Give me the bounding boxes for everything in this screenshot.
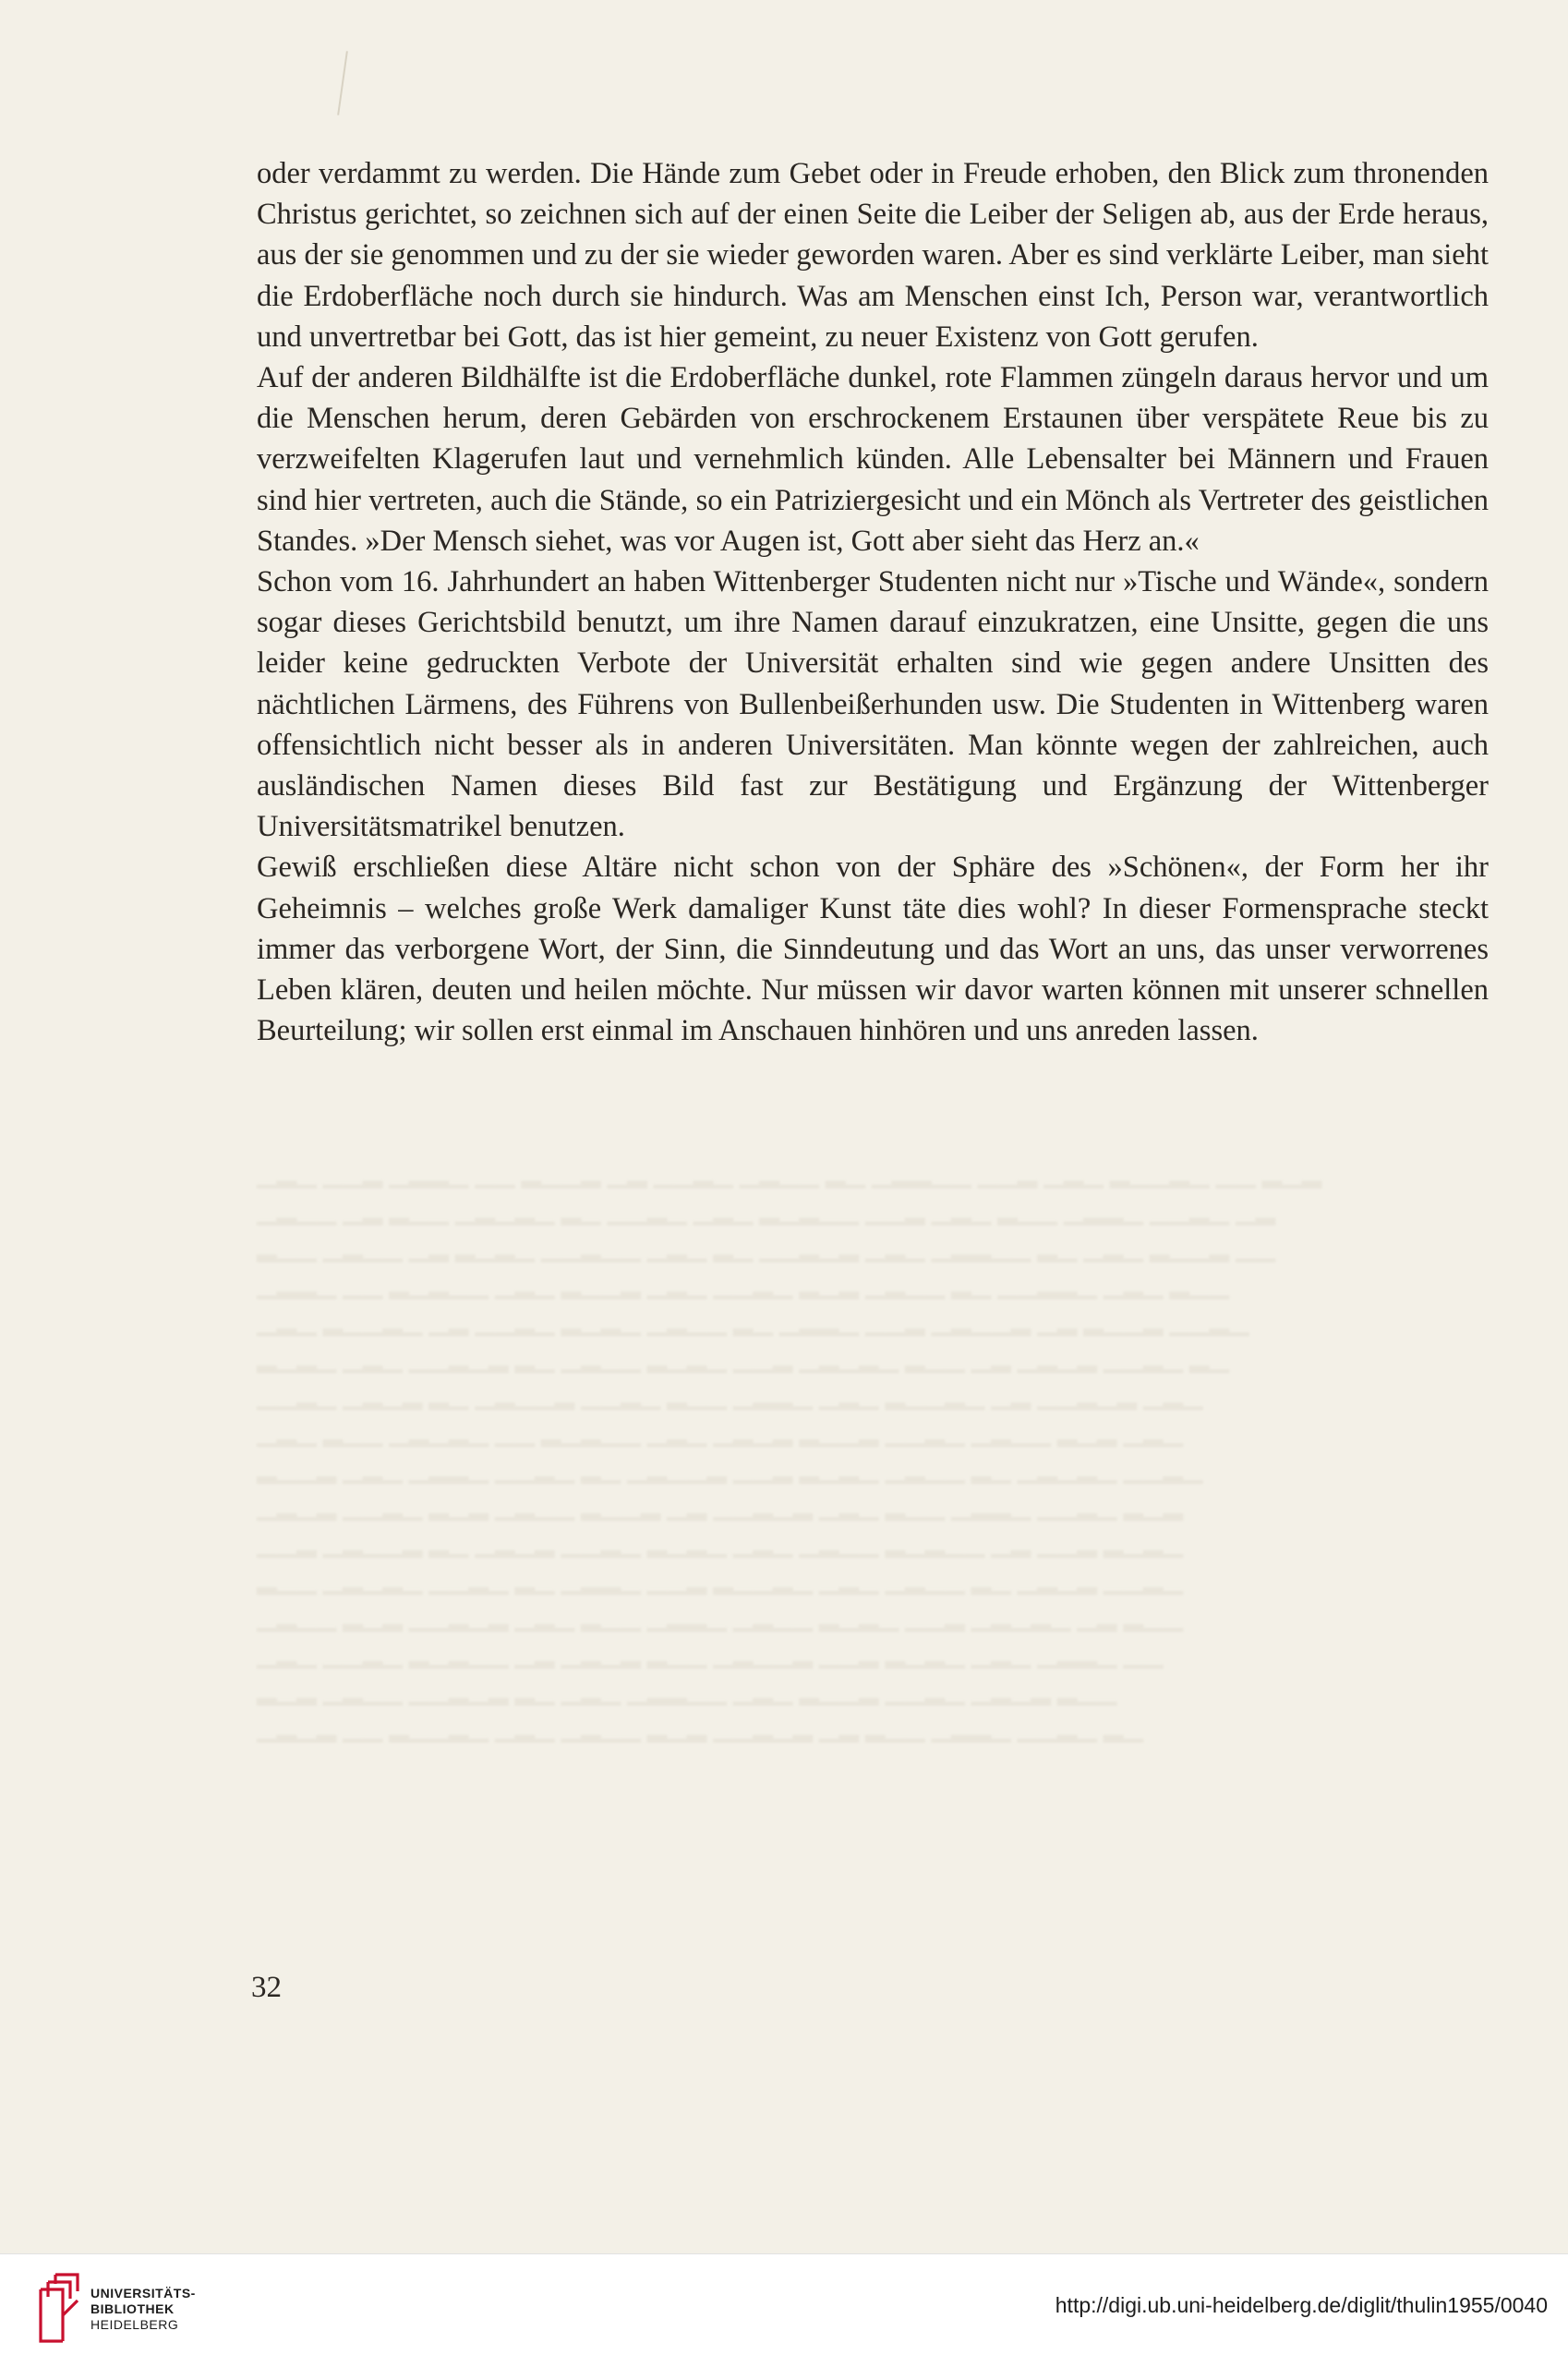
paragraph-1: oder verdammt zu werden. Die Hände zum Gebet oder in Freude erhoben, den Blick zum thronenden Christus gerichtet, so zeichnen sich auf der einen Seite die Leiber der Seligen ab, aus der Erde heraus, aus der sie genommen und zu der sie wieder geworden waren. Aber es sind verklärte Leiber, man sieht die Erdoberfläche noch durch sie hindurch. Was am Menschen einst Ich, Person war, verantwortlich und unvertretbar bei Gott, das ist hier gemeint, zu neuer Existenz von Gott gerufen.: [257, 157, 1489, 354]
body-text: [257, 153, 1489, 1051]
page-crease-mark: [337, 51, 348, 115]
library-name-line-3: HEIDELBERG: [90, 2317, 179, 2332]
show-through-bleed: ▁▂▁ ▁▁▂ ▁▂▂▁ ▁▁ ▂▁▁▂ ▁▂ ▁▁▂▁ ▁▂▁▁ ▂▁ ▁▂▂▁▁ ▁▁▂ ▁▂▁ ▂▁▁▂▁ ▁▁ ▂▁▂ ▁▂▁▁ ▁▂ ▂▁▁ ▁▂▁▂▁ ▂▁ ▁▁▂▁ ▁▂▁ ▂▁▂▁▁ ▁▁▂ ▁▂▁ ▂▁▁ ▁▂▂▁ ▁▁▂▁ ▁▂ ▂▁▁ ▁▂▁▁ ▁▂ ▂▁▂▁ ▁▁▂▁▁ ▁▂▁ ▂▁ ▁▁▂▁▂ ▁▂▁ ▁▂▂▁▁ ▂▁ ▁▂▁ ▂▁▁▂ ▁▁ ▁▂▂▁ ▁▁ ▂▁▂▁▁ ▁▂▁ ▂▁▁▂ ▁▂▁ ▁▁▂▁ ▂▁▂ ▁▂▁▁ ▂▁ ▁▁▂▂▁ ▁▂▁ ▂▁▁ ▁▂▁ ▂▁▁▂▁ ▁▂ ▁▁▂▁ ▂▁▂▁ ▁▂▁▁ ▂▁ ▁▂▂▁ ▁▁▂ ▁▂▁▁▂ ▁▂ ▂▁▁▂ ▁▁▂▁ ▂▁▂▁ ▁▂▁ ▁▁▂▁▂ ▂▁ ▁▂▁▁ ▂▁▂▁ ▁▁▂ ▁▂▁▂▁ ▂▁▁ ▁▂ ▁▂▁▂ ▁▁▂▁ ▂▁ ▁▁▂▁ ▁▂▁▂ ▂▁ ▁▂▁▁▂ ▁▁▂▁ ▂▁▁ ▁▂▂▁ ▁▂▁ ▂▁▁▂▁ ▁▂ ▁▁▂▁▂ ▁▂▁ ▁▂▁ ▂▁▁ ▁▂▁▂▁ ▁▁ ▂▁▂▁▁ ▁▂▁ ▁▂▁▂ ▂▁▁▂ ▁▁▂▁ ▁▂▁▁ ▂▁▂ ▁▂▁ ▂▁▁▂ ▁▂▁ ▁▂▂▁ ▁▁▂▁ ▂▁ ▁▂▁▁▂ ▁▁▂ ▂▁▂▁ ▁▂▁▁ ▂▁ ▁▂▁▂▁ ▁▁▂▁ ▁▂▁▂ ▁▁▂▁ ▂▁▂ ▁▂▁▁ ▂▁▁▂ ▁▂ ▁▁▂▁▂ ▁▂▁ ▂▁▁ ▁▂▂▁ ▁▁▂▁ ▂▁▂ ▁▁▂ ▁▂▁▁▂ ▂▁ ▁▂▁▂ ▁▁▂▁ ▂▁▂▁ ▁▂▁ ▁▂▁▁ ▂▁▂▁▁ ▁▂ ▁▁▂ ▂▁▂▁ ▂▁▁ ▁▂▁▂▁ ▁▁▂▁ ▂▁ ▁▂▂▁ ▁▁▂ ▂▁▁▂▁ ▁▂▁ ▁▂▁▁ ▂▁ ▁▂▁▂ ▁▁▂▁ ▁▂▁▁ ▂▁▂ ▁▁▂▁▂ ▁▂▁ ▂▁▁ ▁▂▂▁ ▁▂▁▁ ▂▁▂▁ ▁▁▂ ▁▂▁▂▁ ▁▂ ▂▁▁ ▁▂▁ ▁▁▂▁ ▂▁▂▁▁ ▁▂ ▁▂▁▂ ▂▁▁ ▁▂▁▁▂ ▁▁▂ ▂▁▂▁ ▁▂▁ ▁▂▂▁ ▁▁ ▂▁▂ ▁▂▁▁ ▁▁▂▁▂ ▂▁ ▁▂▁ ▁▂▂▁▁ ▁▂▁ ▂▁▁▂ ▁▁▂▁ ▁▂▁▂ ▂▁▁ ▁▂▁▂ ▁▁ ▂▁▁▂▁ ▁▂▁ ▁▂▁▁ ▂▁▂ ▁▁▂▁▂ ▁▂ ▂▁▁ ▁▂▂▁ ▁▁▂▁ ▂▁: [257, 1160, 1322, 1743]
library-name: [90, 2286, 196, 2333]
library-name-line-1: UNIVERSITÄTS-: [90, 2286, 196, 2301]
paragraph-2: Auf der anderen Bildhälfte ist die Erdoberfläche dunkel, rote Flammen züngeln daraus hervor und um die Menschen herum, deren Gebärden von erschrockenem Erstaunen über verspätete Reue bis zu verzweifelten Klagerufen laut und vernehmlich künden. Alle Lebensalter bei Männern und Frauen sind hier vertreten, auch die Stände, so ein Patriziergesicht und ein Mönch als Vertreter des geistlichen Standes. »Der Mensch siehet, was vor Augen ist, Gott aber sieht das Herz an.«: [257, 361, 1489, 558]
source-url-link[interactable]: http://digi.ub.uni-heidelberg.de/diglit/thulin1955/0040: [1055, 2293, 1548, 2317]
page-number: 32: [251, 1971, 282, 2004]
library-name-line-2: BIBLIOTHEK: [90, 2301, 175, 2316]
paragraph-4: Gewiß erschließen diese Altäre nicht schon von der Sphäre des »Schönen«, der Form her ihr Geheimnis – welches große Werk damaliger Kunst täte dies wohl? In dieser Formensprache steckt immer das verborgene Wort, der Sinn, die Sinndeutung und das Wort an uns, das unser verworrenes Leben klären, deuten und heilen möchte. Nur müssen wir davor warten können mit unserer schnellen Beurteilung; wir sollen erst einmal im Anschauen hinhören und uns anreden lassen.: [257, 851, 1489, 1048]
ub-heidelberg-logo-icon: [35, 2271, 83, 2347]
footer-bar: [0, 2253, 1568, 2367]
paragraph-3: Schon vom 16. Jahrhundert an haben Wittenberger Studenten nicht nur »Tische und Wände«, sondern sogar dieses Gerichtsbild benutzt, um ihre Namen darauf einzukratzen, eine Unsitte, gegen die uns leider keine gedruckten Verbote der Universität erhalten sind wie gegen andere Unsitten des nächtlichen Lärmens, des Führens von Bullenbeißerhunden usw. Die Studenten in Wittenberg waren offensichtlich nicht besser als in anderen Universitäten. Man könnte wegen der zahlreichen, auch ausländischen Namen dieses Bild fast zur Bestätigung und Ergänzung der Wittenberger Universitätsmatrikel benutzen.: [257, 565, 1489, 844]
